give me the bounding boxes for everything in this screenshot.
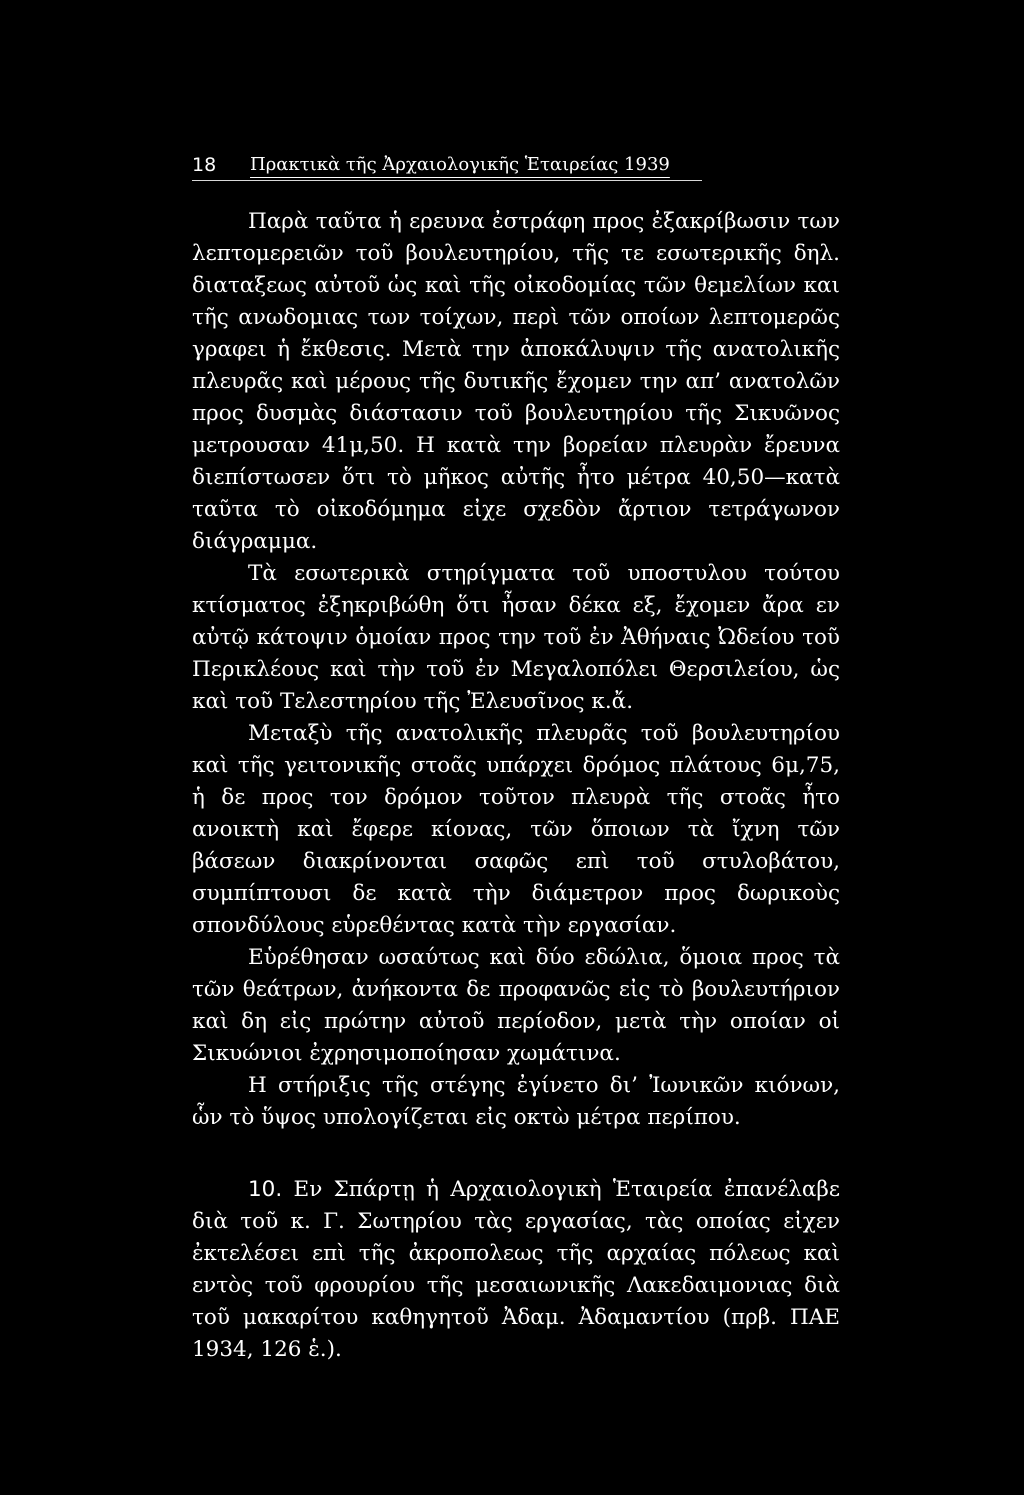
page-header: [192, 150, 832, 190]
section-10-text: Εν Σπάρτῃ ἡ Αρχαιολογικὴ Ἑταιρεία ἐπανέλαβε διὰ τοῦ κ. Γ. Σωτηρίου τὰς εργασίας, τὰς οποίας εἰχεν ἐκτελέσει επὶ τῆς ἀκροπολεως τῆς αρχαίας πόλεως καὶ εντὸς τοῦ φρουρίου τῆς μεσαιωνικῆς Λακεδαιμονιας διὰ τοῦ μακαρίτου καθηγητοῦ Ἀδαμ. Ἀδαμαντίου (πρβ. ΠΑΕ 1934, 126 ἑ.).: [192, 1177, 840, 1362]
header-rule: [192, 180, 702, 181]
running-title: Πρακτικὰ τῆς Ἀρχαιολογικῆς Ἑταιρείας 1939: [250, 154, 670, 175]
body-text: [192, 206, 840, 1366]
paragraph-3: Μεταξὺ τῆς ανατολικῆς πλευρᾶς τοῦ βουλευτηρίου καὶ τῆς γειτονικῆς στοᾶς υπάρχει δρόμος πλάτους 6μ,75, ἡ δε προς τον δρόμον τοῦτον πλευρὰ τῆς στοᾶς ἦτο ανοικτὴ καὶ ἔφερε κίονας, τῶν ὅποιων τὰ ἴχνη τῶν βάσεων διακρίνονται σαφῶς επὶ τοῦ στυλοβάτου, συμπίπτουσι δε κατὰ τὴν διάμετρον προς δωρικοὺς σπονδύλους εὑρεθέντας κατὰ τὴν εργασίαν.: [192, 721, 840, 938]
page-number: 18: [192, 154, 217, 176]
paragraph-4: Εὑρέθησαν ωσαύτως καὶ δύο εδώλια, ὅμοια προς τὰ τῶν θεάτρων, ἀνήκοντα δε προφανῶς εἰς τὸ βουλευτήριον καὶ δη εἰς πρώτην αὐτοῦ περίοδον, μετὰ τὴν οποίαν οἱ Σικυώνιοι ἐχρησιμοποίησαν χωμάτινα.: [192, 945, 840, 1066]
paragraph-2: Τὰ εσωτερικὰ στηρίγματα τοῦ υποστυλου τούτου κτίσματος ἐξηκριβώθη ὅτι ἦσαν δέκα εξ, ἔχομεν ἄρα εν αὐτῷ κάτοψιν ὁμοίαν προς την τοῦ ἐν Ἀθήναις Ὠδείου τοῦ Περικλέους καὶ τὴν τοῦ ἐν Μεγαλοπόλει Θερσιλείου, ὡς καὶ τοῦ Τελεστηρίου τῆς Ἐλευσῖνος κ.ἄ.: [192, 561, 840, 714]
paragraph-1: Παρὰ ταῦτα ἡ ερευνα ἐστράφη προς ἐξακρίβωσιν των λεπτομερειῶν τοῦ βουλευτηρίου, τῆς τε εσωτερικῆς δηλ. διαταξεως αὐτοῦ ὡς καὶ τῆς οἰκοδομίας τῶν θεμελίων και τῆς ανωδομιας των τοίχων, περὶ τῶν οποίων λεπτομερῶς γραφει ἡ ἔκθεσις. Μετὰ την ἀποκάλυψιν τῆς ανατολικῆς πλευρᾶς καὶ μέρους τῆς δυτικῆς ἔχομεν την απ’ ανατολῶν προς δυσμὰς διάστασιν τοῦ βουλευτηρίου τῆς Σικυῶνος μετρουσαν 41μ,50. Η κατὰ την βορείαν πλευρὰν ἔρευνα διεπίστωσεν ὅτι τὸ μῆκος αὐτῆς ἦτο μέτρα 40,50—κατὰ ταῦτα τὸ οἰκοδόμημα εἰχε σχεδὸν ἄρτιον τετράγωνον διάγραμμα.: [192, 209, 840, 554]
section-number: 10.: [248, 1177, 283, 1202]
section-10-paragraph: [192, 1174, 840, 1366]
paragraph-5: Η στήριξις τῆς στέγης ἐγίνετο δι’ Ἰωνικῶν κιόνων, ὧν τὸ ὕψος υπολογίζεται εἰς οκτὼ μέτρα περίπου.: [192, 1073, 840, 1130]
